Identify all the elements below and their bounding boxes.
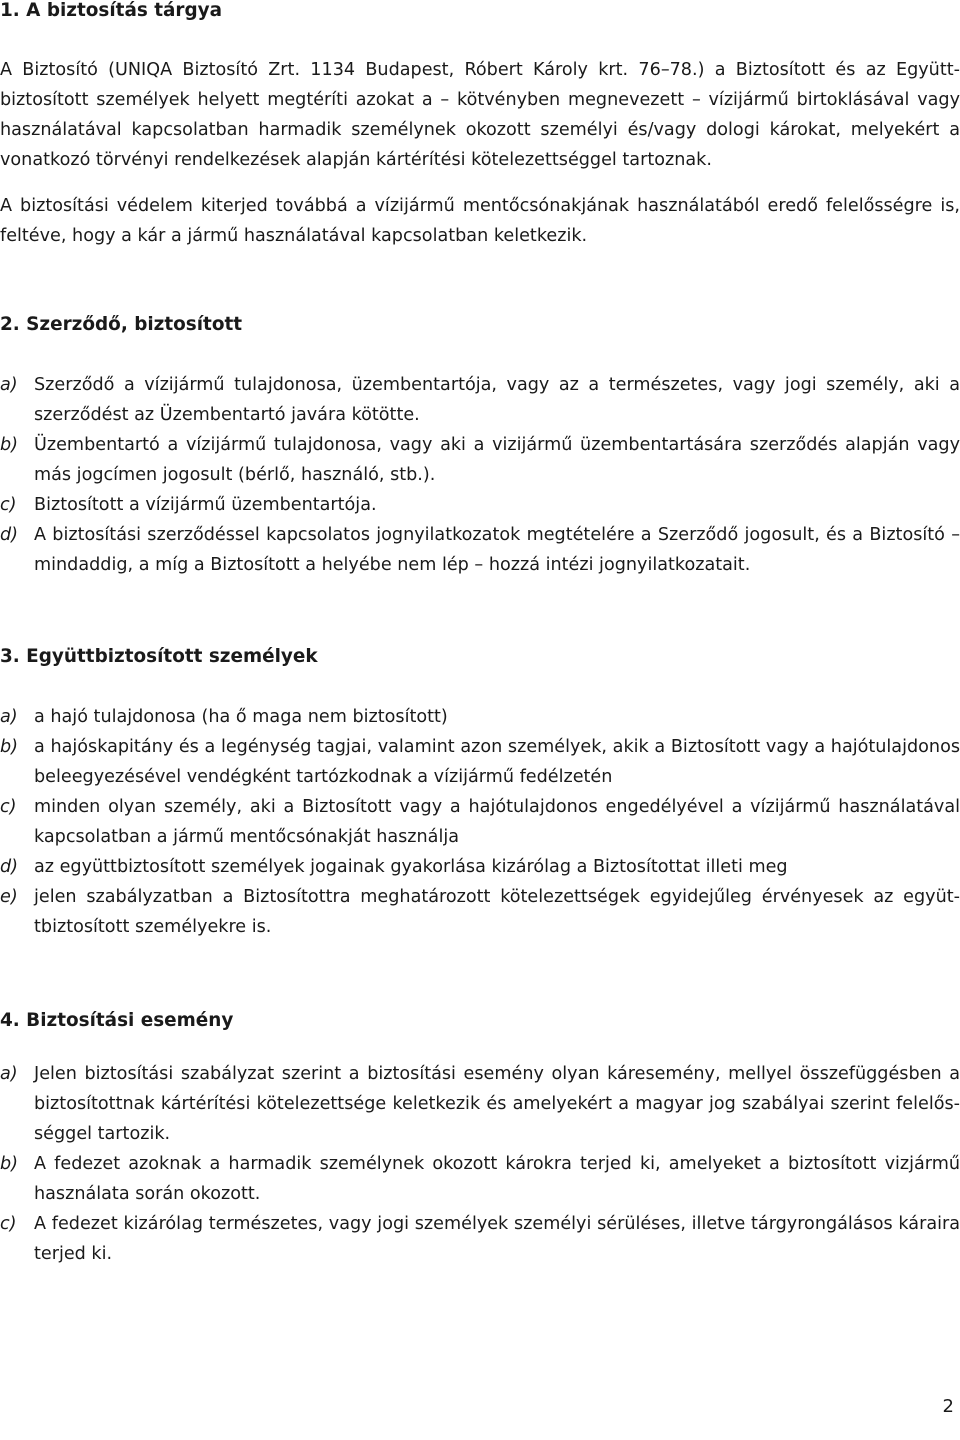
section-2-item-b (0, 430, 960, 490)
item-label: a) (0, 1064, 18, 1084)
item-label: c) (0, 797, 17, 817)
section-3-heading: 3. Együttbiztosított személyek (0, 646, 318, 667)
item-text: az együttbiztosított személyek jogainak gyakorlása kizárólag a Biztosítottat illeti meg (34, 857, 788, 877)
section-2-heading: 2. Szerződő, biztosított (0, 314, 243, 335)
item-label: d) (0, 857, 19, 877)
section-2-item-c (0, 490, 960, 520)
section-2-item-d (0, 520, 960, 580)
section-3-item-a (0, 702, 960, 732)
section-1-paragraph-1: A Biztosító (UNIQA Biztosító Zrt. 1134 Budapest, Róbert Károly krt. 76–78.) a Biztosított és az Együttbiztosított személyek helyett megtéríti azokat a – kötvényben megnevezett – vízijármű birtoklásával vagy használatával kapcsolatban harmadik személynek okozott személyi és/vagy dologi károkat, melyekért a vonatkozó törvényi rendelkezések alapján kártérítési kötelezettséggel tartoznak. (0, 60, 960, 170)
item-label: a) (0, 375, 18, 395)
item-text: A fedezet azoknak a harmadik személynek okozott károkra terjed ki, amelyeket a biztosított vizjármű használata során okozott. (34, 1154, 960, 1204)
item-label: c) (0, 1214, 17, 1234)
item-text: Üzembentartó a vízijármű tulajdonosa, vagy aki a vizijármű üzembentartására szerződés alapján vagy más jogcímen jogosult (bérlő, használó, stb.). (34, 435, 960, 485)
item-text: A fedezet kizárólag természetes, vagy jogi személyek személyi sérüléses, illetve tárgyrongálásos káraira terjed ki. (34, 1214, 960, 1264)
item-text: a hajó tulajdonosa (ha ő maga nem biztosított) (34, 707, 448, 727)
item-text: minden olyan személy, aki a Biztosított vagy a hajótulajdonos engedélyével a vízijármű használatával kapcsolatban a jármű mentőcsónakját használja (34, 797, 960, 847)
item-label: a) (0, 707, 18, 727)
section-4-heading: 4. Biztosítási esemény (0, 1010, 234, 1031)
section-3-item-b (0, 732, 960, 792)
section-3-item-e (0, 882, 960, 942)
section-3-item-c (0, 792, 960, 852)
section-2-item-a (0, 370, 960, 430)
page-number: 2 (942, 1396, 954, 1417)
section-1-paragraph-2: A biztosítási védelem kiterjed továbbá a vízijármű mentőcsónakjának használatából eredő felelősségre is, feltéve, hogy a kár a jármű használatával kapcsolatban keletkezik. (0, 196, 960, 246)
section-1-heading: 1. A biztosítás tárgya (0, 0, 223, 21)
section-4-item-c (0, 1209, 960, 1269)
item-label: b) (0, 1154, 19, 1174)
item-label: b) (0, 737, 19, 757)
item-text: Szerződő a vízijármű tulajdonosa, üzembentartója, vagy az a természetes, vagy jogi személy, aki a szerződést az Üzembentartó javára kötötte. (34, 375, 960, 425)
item-text: jelen szabályzatban a Biztosítottra meghatározott kötelezettségek egyidejűleg érvényesek az együttbiztosított személyekre is. (34, 887, 960, 937)
section-3-item-d (0, 852, 960, 882)
item-text: a hajóskapitány és a legénység tagjai, valamint azon személyek, akik a Biztosított vagy a hajótulajdonos beleegyezésével vendégként tartózkodnak a vízijármű fedélzetén (34, 737, 960, 787)
section-4-item-b (0, 1149, 960, 1209)
item-label: c) (0, 495, 17, 515)
item-label: b) (0, 435, 19, 455)
item-label: e) (0, 887, 18, 907)
item-text: Biztosított a vízijármű üzembentartója. (34, 495, 377, 515)
item-label: d) (0, 525, 19, 545)
item-text: A biztosítási szerződéssel kapcsolatos jognyilatkozatok megtételére a Szerződő jogosult, és a Biztosító – mindaddig, a míg a Biztosított a helyébe nem lép – hozzá intézi jognyilatkozatait. (34, 525, 960, 575)
item-text: Jelen biztosítási szabályzat szerint a biztosítási esemény olyan káresemény, mellyel összefüggésben a biztosítottnak kártérítési kötelezettsége keletkezik és amelyekért a magyar jog szabályai szerint felelősséggel tartozik. (34, 1064, 960, 1144)
section-4-item-a (0, 1059, 960, 1149)
